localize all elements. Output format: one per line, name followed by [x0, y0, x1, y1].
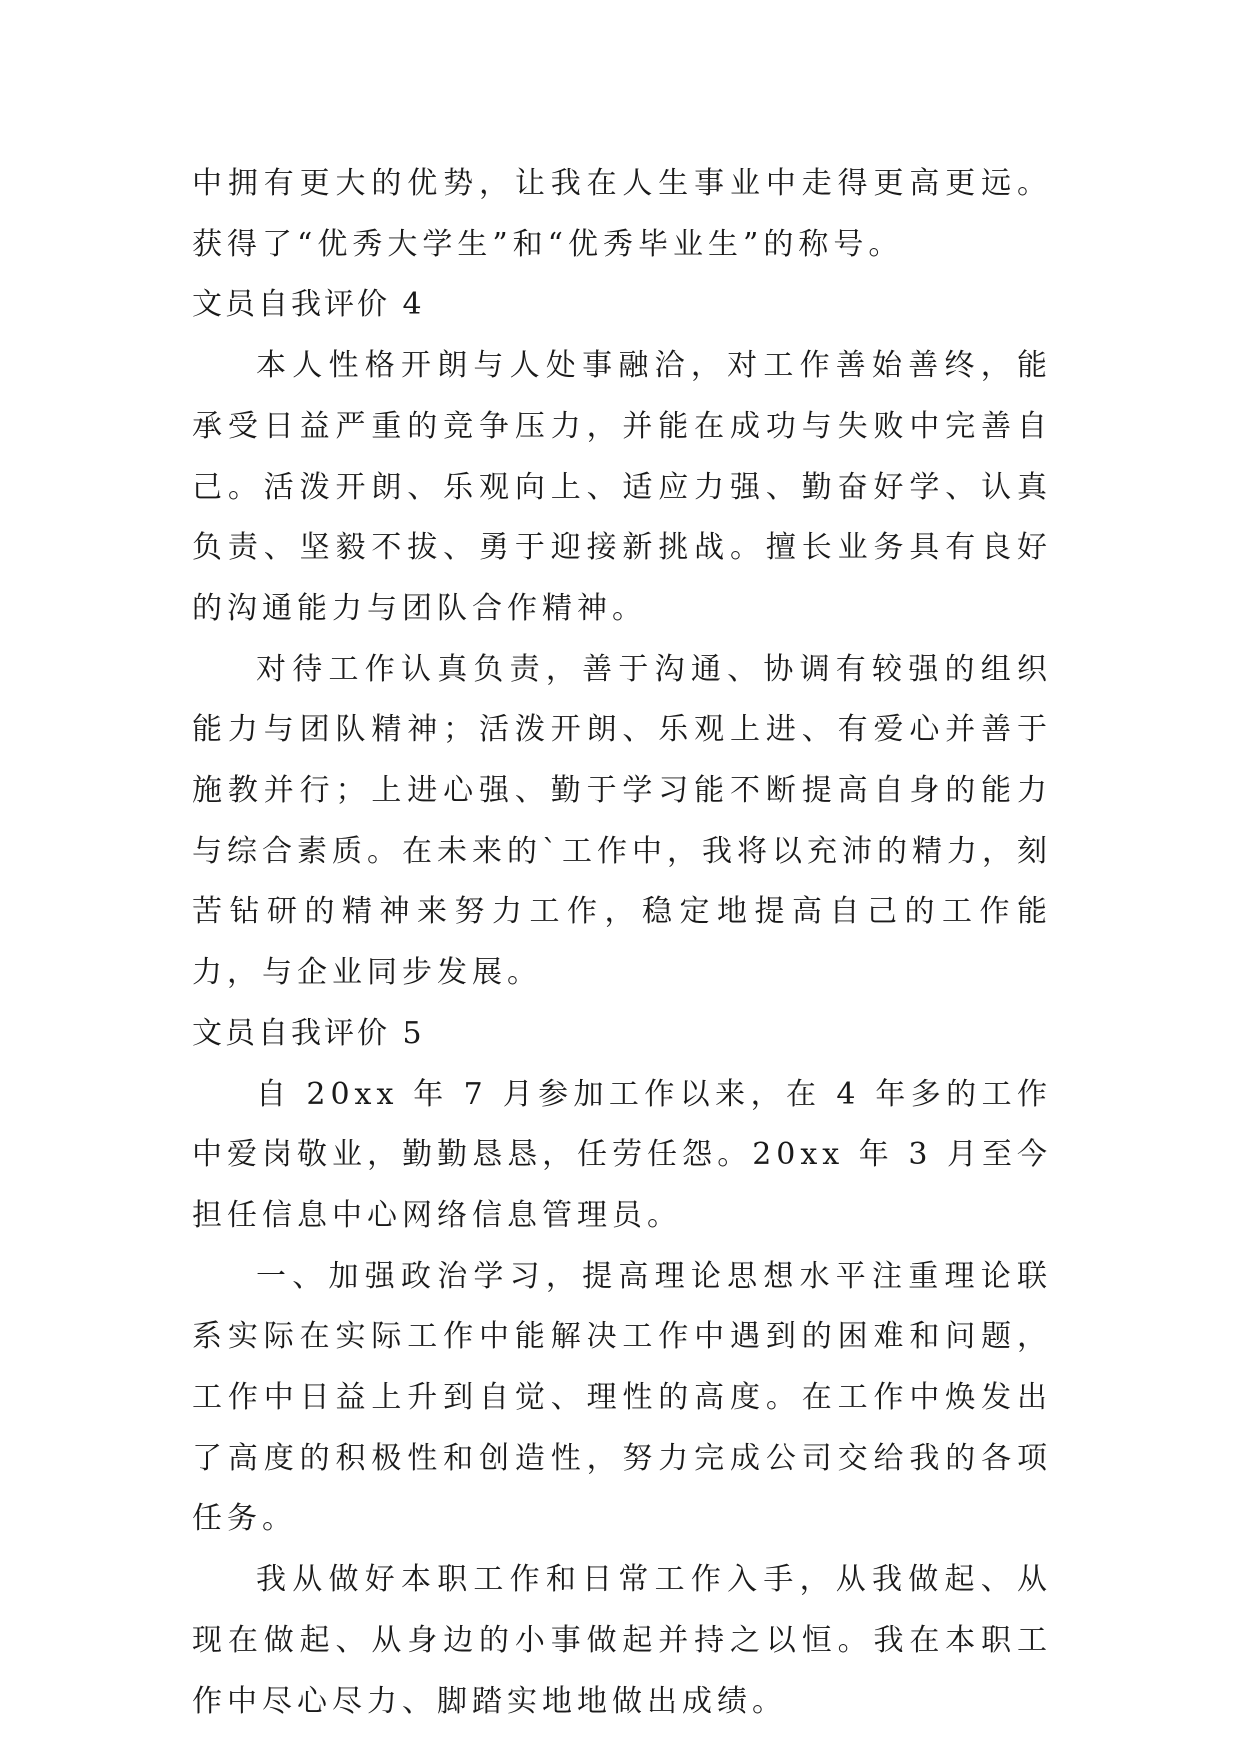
section-heading-4: 文员自我评价 4: [192, 287, 425, 323]
paragraph-personality: 本人性格开朗与人处事融洽，对工作善始善终，能承受日益严重的竞争压力，并能在成功与失败中完善自己。活泼开朗、乐观向上、适应力强、勤奋好学、认真负责、坚毅不拔、勇于迎接新挑战。擅长业务具有良好的沟通能力与团队合作精神。: [192, 348, 1052, 626]
section-heading-5: 文员自我评价 5: [192, 1015, 425, 1051]
paragraph-political-study: 一、加强政治学习，提高理论思想水平注重理论联系实际在实际工作中能解决工作中遇到的困难和问题，工作中日益上升到自觉、理性的高度。在工作中焕发出了高度的积极性和创造性，努力完成公司交给我的各项任务。: [192, 1258, 1052, 1537]
paragraph-daily-work: 我从做好本职工作和日常工作入手，从我做起、从现在做起、从身边的小事做起并持之以恒。我在本职工作中尽心尽力、脚踏实地地做出成绩。: [192, 1562, 1052, 1719]
document-page: [192, 154, 1052, 1732]
paragraph-work-attitude: 对待工作认真负责，善于沟通、协调有较强的组织能力与团队精神；活泼开朗、乐观上进、有爱心并善于施教并行；上进心强、勤于学习能不断提高自身的能力与综合素质。在未来的`工作中，我将以充沛的精力，刻苦钻研的精神来努力工作，稳定地提高自己的工作能力，与企业同步发展。: [192, 651, 1052, 991]
paragraph-work-history: 自 20xx 年 7 月参加工作以来，在 4 年多的工作中爱岗敬业，勤勤恳恳，任劳任怨。20xx 年 3 月至今担任信息中心网络信息管理员。: [192, 1076, 1052, 1233]
paragraph-continuation: 中拥有更大的优势，让我在人生事业中走得更高更远。获得了“优秀大学生”和“优秀毕业生”的称号。: [192, 166, 1052, 262]
